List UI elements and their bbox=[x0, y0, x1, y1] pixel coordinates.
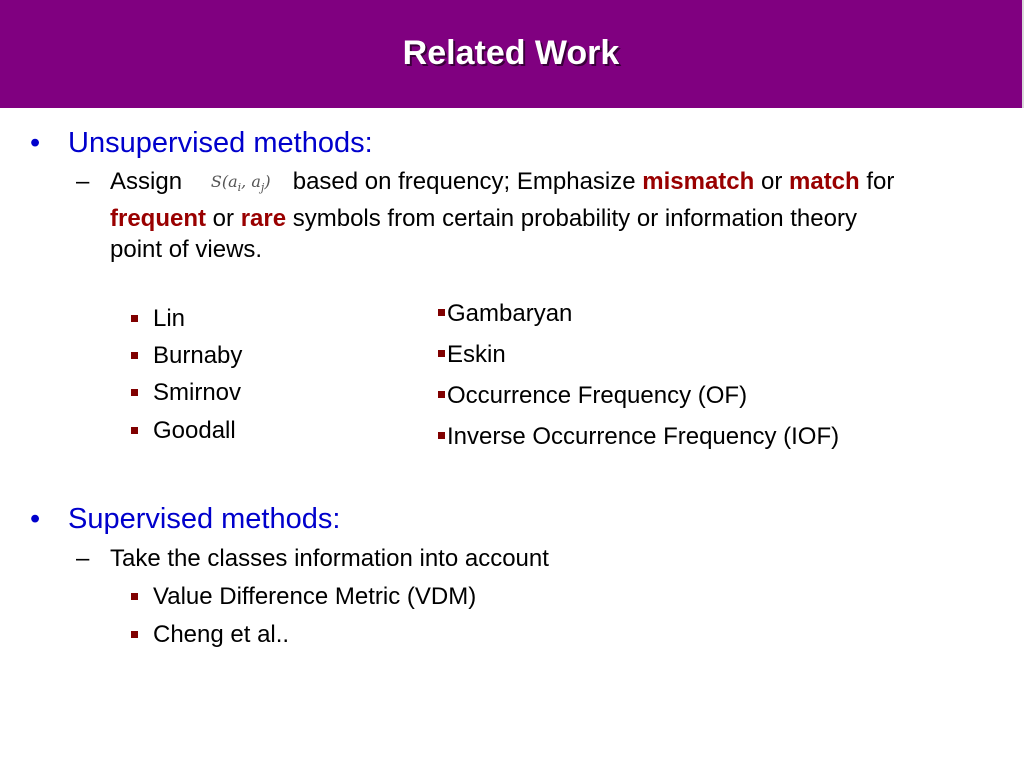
similarity-formula: $S(a_i$, $a_j$) bbox=[210, 172, 271, 195]
or-text: or bbox=[754, 168, 789, 195]
formula-s: S bbox=[210, 172, 222, 191]
assign-description bbox=[76, 166, 1015, 265]
method-iof: Inverse Occurrence Frequency (IOF) bbox=[447, 423, 840, 450]
assign-line-2 bbox=[110, 203, 1015, 234]
list-item bbox=[438, 299, 572, 329]
method-of: Occurrence Frequency (OF) bbox=[447, 382, 748, 409]
list-item bbox=[153, 620, 289, 650]
supervised-heading bbox=[30, 502, 341, 536]
supervised-sub-text: Take the classes information into account bbox=[110, 545, 549, 572]
dash-bullet-icon: – bbox=[76, 545, 90, 572]
square-bullet-icon bbox=[131, 315, 138, 322]
square-bullet-icon bbox=[438, 309, 445, 316]
method-gambaryan: Gambaryan bbox=[447, 300, 573, 327]
method-cheng: Cheng et al.. bbox=[153, 621, 290, 648]
list-item bbox=[153, 416, 236, 446]
list-item bbox=[438, 381, 747, 411]
or-text: or bbox=[206, 205, 241, 233]
formula-j: j bbox=[260, 181, 265, 195]
frequent-emphasis: frequent bbox=[110, 205, 206, 233]
formula-i: i bbox=[237, 181, 242, 195]
square-bullet-icon bbox=[131, 352, 138, 359]
slide-title: Related Work bbox=[402, 34, 620, 72]
list-item bbox=[153, 582, 476, 612]
method-eskin: Eskin bbox=[447, 341, 506, 368]
bullet-dot-icon: • bbox=[30, 127, 41, 159]
formula-a: a bbox=[228, 172, 238, 191]
assign-line-1 bbox=[110, 166, 1015, 203]
method-vdm: Value Difference Metric (VDM) bbox=[153, 583, 477, 610]
list-item bbox=[153, 304, 185, 334]
for-text: for bbox=[859, 168, 895, 195]
list-item bbox=[438, 422, 839, 452]
unsupervised-heading bbox=[30, 126, 373, 160]
rare-emphasis: rare bbox=[240, 205, 287, 233]
square-bullet-icon bbox=[438, 350, 445, 357]
list-item bbox=[438, 340, 506, 370]
square-bullet-icon bbox=[438, 432, 445, 439]
list-item bbox=[153, 378, 241, 408]
symbols-text: symbols from certain probability or information theory bbox=[286, 205, 857, 233]
match-emphasis: match bbox=[789, 168, 860, 195]
title-bar bbox=[0, 0, 1024, 108]
square-bullet-icon bbox=[438, 391, 445, 398]
unsupervised-heading-text: Unsupervised methods: bbox=[68, 127, 373, 159]
method-goodall: Goodall bbox=[153, 417, 236, 444]
supervised-sub bbox=[76, 543, 549, 574]
supervised-heading-text: Supervised methods: bbox=[68, 503, 341, 535]
assign-word: Assign bbox=[110, 168, 183, 195]
method-burnaby: Burnaby bbox=[153, 342, 243, 369]
formula-a: a bbox=[251, 172, 261, 191]
square-bullet-icon bbox=[131, 427, 138, 434]
list-item bbox=[153, 341, 242, 371]
square-bullet-icon bbox=[131, 631, 138, 638]
mismatch-emphasis: mismatch bbox=[642, 168, 755, 195]
square-bullet-icon bbox=[131, 389, 138, 396]
dash-bullet-icon: – bbox=[76, 168, 90, 195]
bullet-dot-icon: • bbox=[30, 503, 41, 535]
method-lin: Lin bbox=[153, 305, 186, 332]
method-smirnov: Smirnov bbox=[153, 379, 242, 406]
assign-line-3: point of views. bbox=[110, 236, 263, 264]
based-text: based on frequency; Emphasize bbox=[292, 168, 643, 195]
square-bullet-icon bbox=[131, 593, 138, 600]
